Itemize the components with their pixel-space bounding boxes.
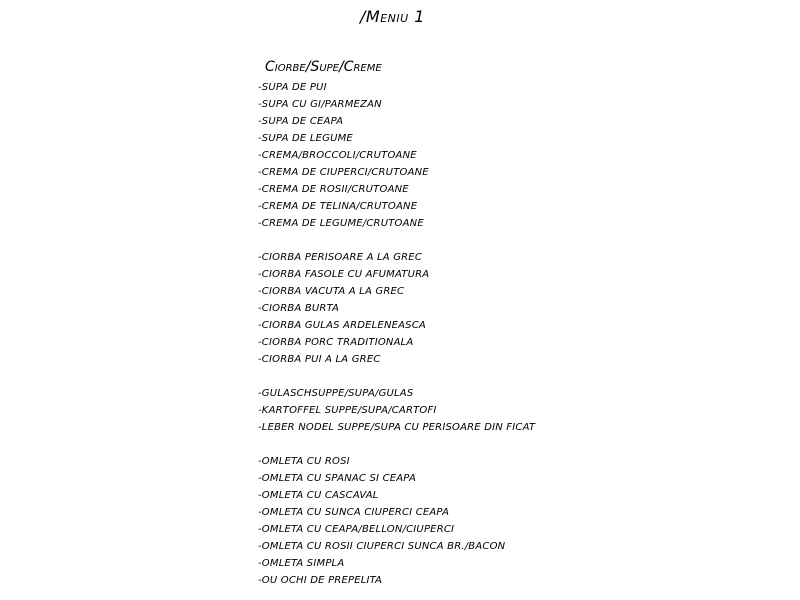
menu-item: -KARTOFFEL SUPPE/SUPA/CARTOFI: [258, 405, 437, 416]
list-spacer: [258, 232, 535, 249]
menu-item: -CIORBA FASOLE CU AFUMATURA: [258, 269, 430, 280]
menu-item: -GULASCHSUPPE/SUPA/GULAS: [258, 388, 414, 399]
menu-item: -OMLETA CU CEAPA/BELLON/CIUPERCI: [258, 524, 455, 535]
menu-item: -CREMA/BROCCOLI/CRUTOANE: [258, 150, 417, 161]
menu-item: -OU OCHI DE PREPELITA: [258, 575, 383, 586]
menu-item: -CIORBA VACUTA A LA GREC: [258, 286, 405, 297]
page-title: /Meniu 1: [360, 7, 425, 26]
menu-item: -OMLETA CU CASCAVAL: [258, 490, 379, 501]
menu-item: -SUPA DE LEGUME: [258, 133, 353, 144]
menu-item: -OMLETA CU ROSII CIUPERCI SUNCA BR./BACON: [258, 541, 506, 552]
menu-item: -CREMA DE CIUPERCI/CRUTOANE: [258, 167, 429, 178]
menu-item: -LEBER NODEL SUPPE/SUPA CU PERISOARE DIN FICAT: [258, 422, 536, 433]
menu-item: -SUPA DE CEAPA: [258, 116, 344, 127]
menu-item: -CIORBA PUI A LA GREC: [258, 354, 381, 365]
menu-item: -CIORBA PERISOARE A LA GREC: [258, 252, 422, 263]
menu-item: -CIORBA GULAS ARDELENEASCA: [258, 320, 426, 331]
menu-item: -CREMA DE LEGUME/CRUTOANE: [258, 218, 424, 229]
list-spacer: [258, 368, 535, 385]
menu-item: -OMLETA CU ROSI: [258, 456, 350, 467]
menu-item: -OMLETA CU SPANAC SI CEAPA: [258, 473, 417, 484]
menu-item: -CIORBA PORC TRADITIONALA: [258, 337, 414, 348]
menu-item: -OMLETA SIMPLA: [258, 558, 345, 569]
section-heading: Ciorbe/Supe/Creme: [265, 59, 382, 75]
menu-item: -OMLETA CU SUNCA CIUPERCI CEAPA: [258, 507, 450, 518]
menu-item: -CIORBA BURTA: [258, 303, 339, 314]
menu-item: -SUPA CU GI/PARMEZAN: [258, 99, 382, 110]
menu-item: -CREMA DE TELINA/CRUTOANE: [258, 201, 418, 212]
menu-list: [258, 79, 535, 589]
menu-item: -CREMA DE ROSII/CRUTOANE: [258, 184, 409, 195]
list-spacer: [258, 436, 535, 453]
menu-item: -SUPA DE PUI: [258, 82, 327, 93]
